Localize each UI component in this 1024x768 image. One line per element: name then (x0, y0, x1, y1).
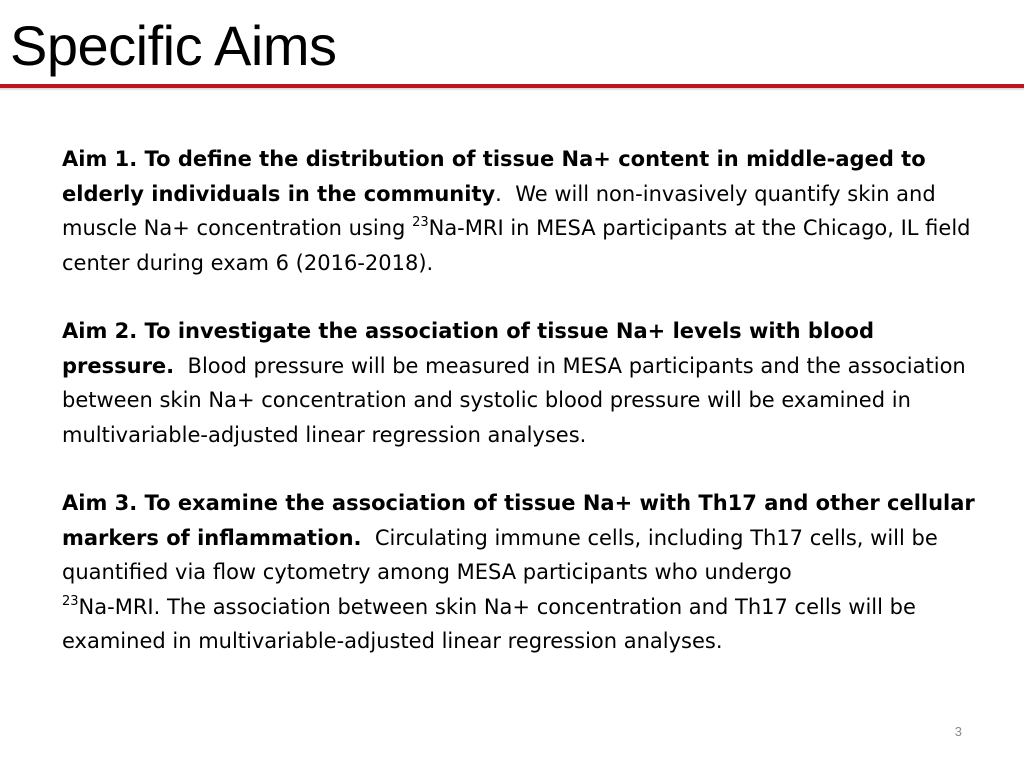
aim-1-heading: Aim 1. To define the distribution of tissue Na+ content in middle-aged to elderly individuals in the community (62, 147, 926, 206)
aim-1-paragraph (62, 142, 982, 280)
aim-1-superscript: 23 (412, 215, 429, 230)
aim-2-heading: Aim 2. To investigate the association of tissue Na+ levels with blood pressure. (62, 319, 874, 378)
aim-3-heading: Aim 3. To examine the association of tissue Na+ with Th17 and other cellular markers of inflammation. (62, 491, 975, 550)
aim-1-text-part-1: We will non-invasively quantify skin and muscle Na+ concentration using (62, 181, 936, 240)
slide-body (62, 142, 982, 693)
aim-2-text: Blood pressure will be measured in MESA participants and the association between skin Na+ concentration and systolic blood pressure will be examined in multivariable-adjusted linear regression analyses. (62, 353, 966, 447)
aim-1-text-part-2: Na-MRI in MESA participants at the Chicago, IL field center during exam 6 (2016-2018). (62, 216, 971, 275)
page-number: 3 (954, 724, 962, 739)
title-divider-shadow (0, 88, 1024, 91)
slide-title: Specific Aims (10, 14, 337, 77)
aim-3-text-part-1: Circulating immune cells, including Th17 cells, will be quantified via flow cytometry among MESA participants who undergo (62, 525, 938, 584)
aim-3-paragraph (62, 486, 982, 659)
aim-3-text-part-2: Na-MRI. The association between skin Na+ concentration and Th17 cells will be examined in multivariable-adjusted linear regression analyses. (62, 594, 916, 653)
aim-1-heading-end: . (495, 181, 502, 206)
aim-3-superscript: 23 (62, 593, 79, 609)
aim-2-paragraph (62, 314, 982, 452)
